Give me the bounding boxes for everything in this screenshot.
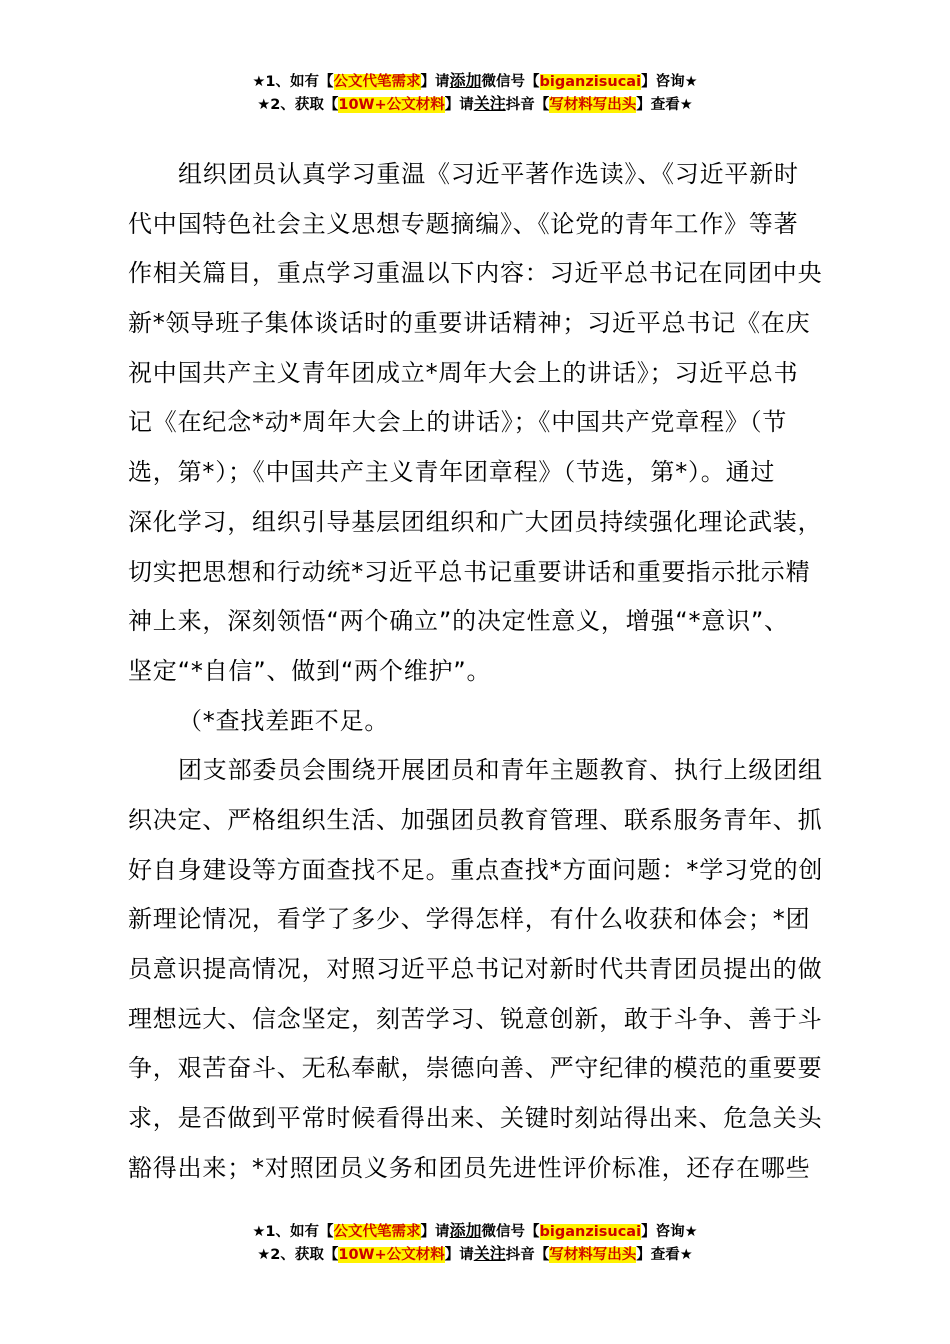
banner-text: ★1、如有【 — [252, 74, 334, 90]
banner-text: ★2、获取【 — [257, 1247, 339, 1263]
banner-emphasis: 关注 — [473, 1244, 506, 1263]
header-banner — [0, 69, 950, 115]
body-line: 织决定、严格组织生活、加强团员教育管理、联系服务青年、抓 — [128, 805, 823, 834]
banner-text: 】查看★ — [636, 1247, 693, 1263]
banner-text: 抖音【 — [505, 97, 550, 113]
header-banner-line-1 — [0, 69, 950, 92]
footer-banner-line-1 — [0, 1219, 950, 1242]
body-line: 求，是否做到平常时候看得出来、关键时刻站得出来、危急关头 — [128, 1104, 823, 1133]
body-line: 切实把思想和行动统*习近平总书记重要讲话和重要指示批示精 — [128, 557, 811, 586]
body-line: 作相关篇目，重点学习重温以下内容：习近平总书记在同团中央 — [128, 259, 823, 288]
body-line: 深化学习，组织引导基层团组织和广大团员持续强化理论武装， — [128, 507, 823, 536]
banner-text: 】请 — [420, 1224, 450, 1240]
banner-text: ★2、获取【 — [257, 97, 339, 113]
banner-text: 】请 — [420, 74, 450, 90]
body-line: 新*领导班子集体谈话时的重要讲话精神；习近平总书记《在庆 — [128, 309, 811, 338]
body-line: 团支部委员会围绕开展团员和青年主题教育、执行上级团组 — [178, 756, 823, 785]
body-line: 豁得出来；*对照团员义务和团员先进性评价标准，还存在哪些 — [128, 1153, 811, 1182]
banner-text: 】请 — [444, 1247, 474, 1263]
banner-text: 抖音【 — [505, 1247, 550, 1263]
banner-highlight: 写材料写出头 — [549, 1247, 637, 1263]
body-line: 选，第*）；《中国共产主义青年团章程》（节选，第*）。通过 — [128, 458, 776, 487]
banner-text: ★1、如有【 — [252, 1224, 334, 1240]
banner-highlight: 10W+公文材料 — [338, 1247, 445, 1263]
footer-banner — [0, 1219, 950, 1265]
body-line: 新理论情况，看学了多少、学得怎样，有什么收获和体会；*团 — [128, 905, 811, 934]
banner-emphasis: 添加 — [449, 1221, 482, 1240]
banner-highlight: 公文代笔需求 — [333, 74, 421, 90]
banner-text: 】咨询★ — [641, 1224, 698, 1240]
body-line: 记《在纪念*动*周年大会上的讲话》；《中国共产党章程》（节 — [128, 408, 788, 437]
banner-highlight: 公文代笔需求 — [333, 1224, 421, 1240]
header-banner-line-2 — [0, 92, 950, 115]
document-body — [128, 150, 850, 1193]
footer-banner-line-2 — [0, 1242, 950, 1265]
body-line: 祝中国共产主义青年团成立*周年大会上的讲话》；习近平总书 — [128, 358, 799, 387]
body-line: 组织团员认真学习重温《习近平著作选读》、《习近平新时 — [178, 160, 799, 188]
body-line: 代中国特色社会主义思想专题摘编》、《论党的青年工作》等著 — [128, 209, 799, 238]
banner-text: 】咨询★ — [641, 74, 698, 90]
body-line: 争，艰苦奋斗、无私奉献，崇德向善、严守纪律的模范的重要要 — [128, 1054, 823, 1083]
banner-text: 】请 — [444, 97, 474, 113]
banner-emphasis: 添加 — [449, 71, 482, 90]
banner-highlight: biganzisucai — [539, 1224, 642, 1240]
body-line: 坚定“*自信”、做到“两个维护”。 — [128, 656, 492, 685]
body-line: 员意识提高情况，对照习近平总书记对新时代共青团员提出的做 — [128, 955, 823, 983]
section-heading: （*查找差距不足。 — [178, 706, 390, 735]
body-line: 好自身建设等方面查找不足。重点查找*方面问题：*学习党的创 — [128, 855, 824, 884]
banner-text: 微信号【 — [481, 74, 540, 90]
banner-highlight: biganzisucai — [539, 74, 642, 90]
banner-text: 】查看★ — [636, 97, 693, 113]
banner-text: 微信号【 — [481, 1224, 540, 1240]
banner-emphasis: 关注 — [473, 94, 506, 113]
banner-highlight: 写材料写出头 — [549, 97, 637, 113]
banner-highlight: 10W+公文材料 — [338, 97, 445, 113]
body-line: 神上来，深刻领悟“两个确立”的决定性意义，增强“*意识”、 — [128, 607, 789, 636]
body-line: 理想远大、信念坚定，刻苦学习、锐意创新，敢于斗争、善于斗 — [128, 1004, 823, 1033]
